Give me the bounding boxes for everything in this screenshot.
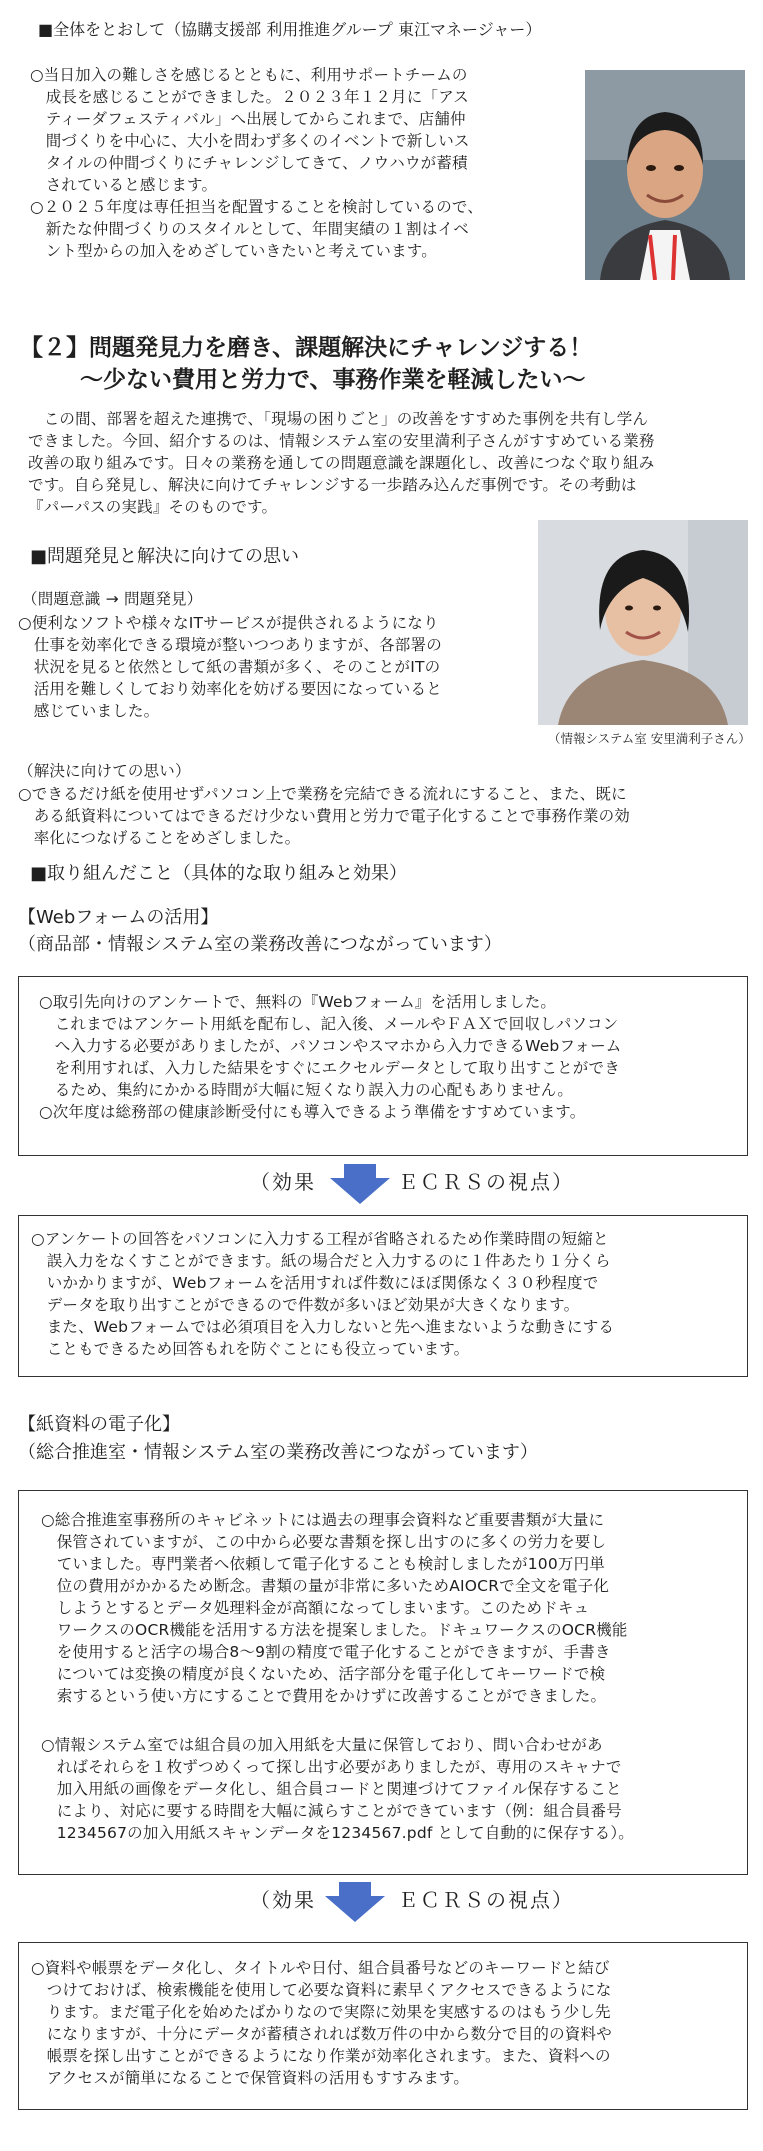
manager-photo <box>585 70 745 280</box>
paper-effect-text: ○資料や帳票をデータ化し、タイトルや日付、組合員番号などのキーワードと結び つけておけば、検索機能を使用して必要な資料に素早くアクセスできるようにな ります。まだ電子化を始めたばかりなので実際に効果を実感するのはもう少し先 になりますが、十分にデータが蓄積されれば数万件の中から数分で目的の資料や 帳票を探し出すことができるようになり作業が効率化されます。また、資料への アクセスが簡単になることで保管資料の活用もすすみます。 <box>31 1959 612 2087</box>
paper-subtitle: （総合推進室・情報システム室の業務改善につながっています） <box>18 1442 538 1463</box>
efforts-heading: ■取り組んだこと（具体的な取り組みと効果） <box>30 863 408 884</box>
section2-title: 【２】問題発見力を磨き、課題解決にチャレンジする！ <box>20 335 593 361</box>
section2-subtitle: ～少ない費用と労力で、事務作業を軽減したい～ <box>80 367 586 393</box>
paper-effect-right: ＥＣＲＳの視点） <box>398 1888 574 1912</box>
webform-effect-left: （効果 <box>250 1170 316 1194</box>
webform-effect-text: ○アンケートの回答をパソコンに入力する工程が省略されるため作業時間の短縮と 誤入力をなくすことができます。紙の場合だと入力するのに１件あたり１分くら いかかりますが、Webフォームを活用すれば件数にほぼ関係なく３０秒程度で データを取り出すことができるので件数が多いほど効果が大きくなります。 また、Webフォームでは必須項目を入力しないと先へ進まないような動きにする こともできるため回答もれを防ぐことにも役立っています。 <box>31 1230 615 1358</box>
awareness-body: ○便利なソフトや様々なITサービスが提供されるようになり 仕事を効率化できる環境が整いつつありますが、各部署の 状況を見ると依然として紙の書類が多く、そのことがITの 活用を難しくしており効率化を妨げる要因になっていると 感じていました。 <box>18 614 442 720</box>
section1-heading: ■全体をとおして（協購支援部 利用推進グループ 東江マネージャー） <box>38 20 542 39</box>
solution-body: ○できるだけ紙を使用せずパソコン上で業務を完結できる流れにすること、また、既に ある紙資料についてはできるだけ少ない費用と労力で電子化することで事務作業の効 率化につなげることをめざしました。 <box>18 785 630 847</box>
webform-subtitle: （商品部・情報システム室の業務改善につながっています） <box>18 934 502 955</box>
photo-caption: （情報システム室 安里満利子さん） <box>548 731 751 746</box>
thoughts-heading: ■問題発見と解決に向けての思い <box>30 546 300 567</box>
section1-body: ○当日加入の難しさを感じるとともに、利用サポートチームの 成長を感じることができました。２０２３年１２月に「アス ティーダフェスティバル」へ出展してからこれまで、店舗仲 間づくりを中心に、大小を問わず多くのイベントで新しいス タイルの仲間づくりにチャレンジしてきて、ノウハウが蓄積 されていると感じます。 ○２０２５年度は専任担当を配置することを検討しているので、 新たな仲間づくりのスタイルとして、年間実績の１割はイベ ント型からの加入をめざしていきたいと考えています。 <box>30 66 484 260</box>
webform-effect-right: ＥＣＲＳの視点） <box>398 1170 574 1194</box>
webform-box-text: ○取引先向けのアンケートで、無料の『Webフォーム』を活用しました。 これまではアンケート用紙を配布し、記入後、メールやＦＡＸで回収しパソコン へ入力する必要がありましたが、パソコンやスマホから入力できるWebフォーム を利用すれば、入力した結果をすぐにエクセルデータとして取り出すことができ るため、集約にかかる時間が大幅に短くなり誤入力の心配もありません。 ○次年度は総務部の健康診断受付にも導入できるよう準備をすすめています。 <box>39 993 622 1121</box>
paper-box <box>18 1490 748 1875</box>
webform-effect-box <box>18 1215 748 1377</box>
down-arrow-icon <box>330 1164 390 1208</box>
paper-title: 【紙資料の電子化】 <box>18 1414 180 1435</box>
paper-box-text1: ○総合推進室事務所のキャビネットには過去の理事会資料など重要書類が大量に 保管されていますが、この中から必要な書類を探し出すのに多くの労力を要し ていました。専門業者へ依頼して電子化することも検討しましたが100万円単 位の費用がかかるため断念。書類の量が非常に多いためAIOCRで全文を電子化 しようとするとデータ処理料金が高額になってしまいます。このためドキュ ワークスのOCR機能を活用する方法を提案しました。ドキュワークスのOCR機能 を使用すると活字の場合8～9割の精度で電子化することができますが、手書き については変換の精度が良くないため、活字部分を電子化してキーワードで検 索するという使い方にすることで費用をかけずに改善することができました。 <box>41 1511 628 1705</box>
webform-title: 【Webフォームの活用】 <box>18 907 219 928</box>
staff-photo <box>538 520 748 725</box>
section2-intro: この間、部署を超えた連携で、「現場の困りごと」の改善をすすめた事例を共有し学ん できました。今回、紹介するのは、情報システム室の安里満利子さんがすすめている業務 改善の取り組みです。日々の業務を通しての問題意識を課題化し、改善につなぐ取り組み です。自ら発見し、解決に向けてチャレンジする一歩踏み込んだ事例です。その考動は 『パーパスの実践』そのものです。 <box>28 410 655 516</box>
down-arrow-icon <box>325 1882 385 1926</box>
webform-box <box>18 976 748 1156</box>
paper-box-text2: ○情報システム室では組合員の加入用紙を大量に保管しており、問い合わせがあ ればそれらを１枚ずつめくって探し出す必要がありましたが、専用のスキャナで 加入用紙の画像をデータ化し、組合員コードと関連づけてファイル保存すること により、対応に要する時間を大幅に減らすことができています（例：組合員番号 1234567の加入用紙スキャンデータを1234567.pdf として自動的に保存する）。 <box>41 1736 635 1842</box>
paper-effect-left: （効果 <box>250 1888 316 1912</box>
solution-label: （解決に向けての思い） <box>18 762 191 780</box>
paper-effect-box <box>18 1942 748 2110</box>
awareness-label: （問題意識 → 問題発見） <box>22 590 203 608</box>
